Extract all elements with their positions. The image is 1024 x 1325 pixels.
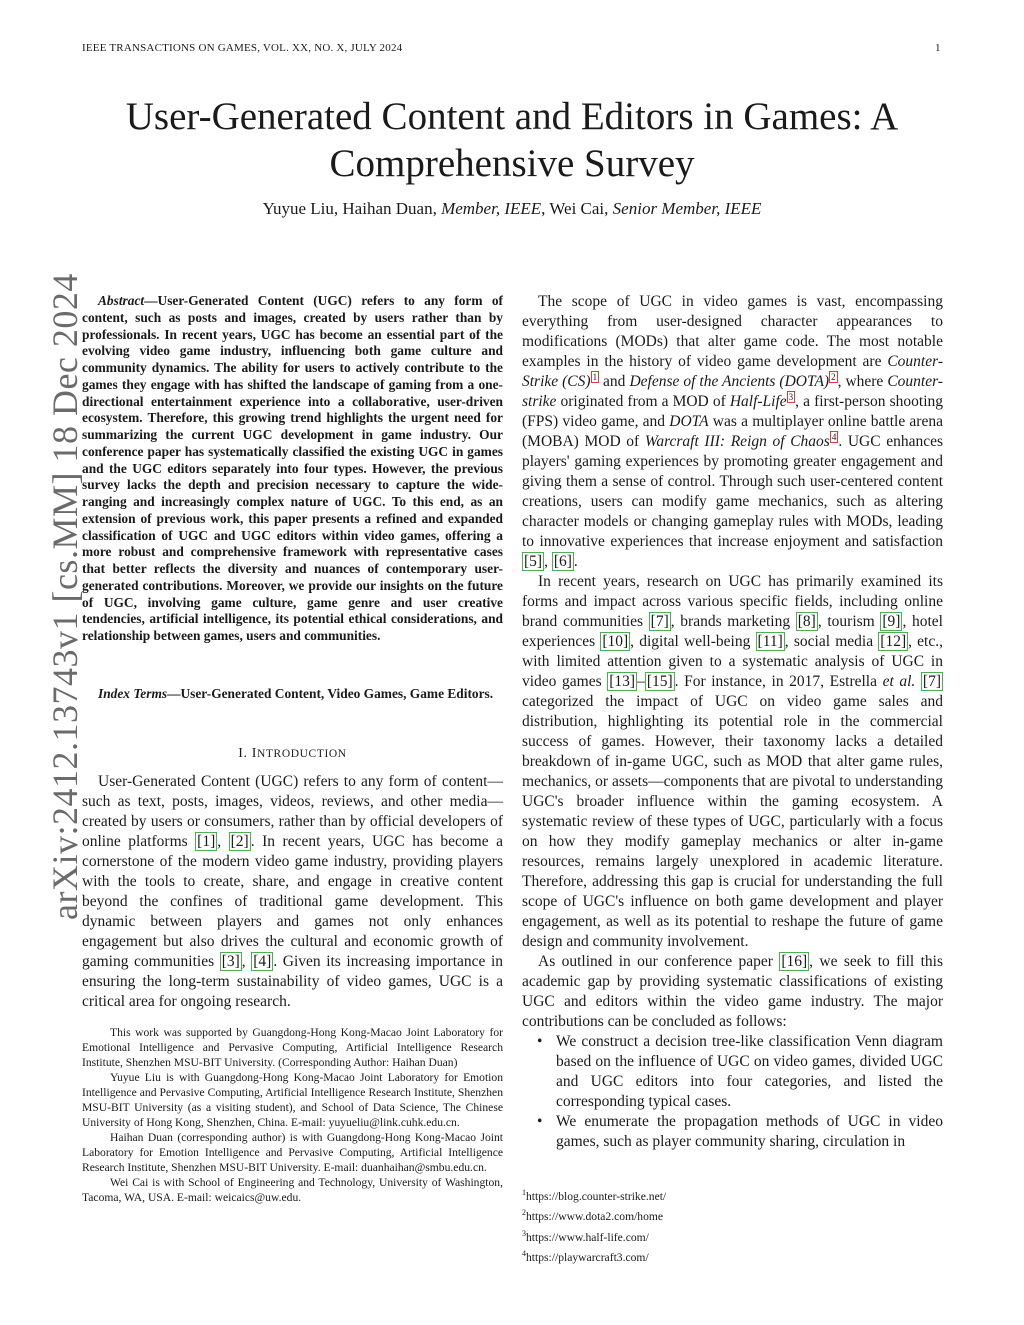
citation-link[interactable]: [9] [882, 613, 901, 630]
footnote-link[interactable]: 3 [788, 391, 794, 402]
paper-title: User-Generated Content and Editors in Games: A Comprehensive Survey [125, 95, 899, 185]
footnote-link[interactable]: 2 [831, 371, 836, 382]
paragraph-scope: The scope of UGC in video games is vast, encompassing everything from user-designed character appearances to modifications (MODs) that alter game code. The most notable examples in the history of video game development are Counter-Strike (CS) $^1$ and Defense of the Ancients (DOTA) $^2$ , where Counter-strike originated from a MOD of Half-Life $^3$ , a first-person shooting (FPS) video game, and DOTA was a multiplayer online battle arena (MOBA) MOD of Warcraft III: Reign of Chaos $^4$ . UGC enhances players' gaming experiences by promoting greater engagement and giving them a sense of control. Through such user-centered content creations, users can modify game mechanics, such as altering character models or changing gameplay rules with MODs, leading to innovative experiences that increase enjoyment and satisfaction [5] , [6] . [522, 293, 944, 570]
footnote-url[interactable]: https://www.dota2.com/home [526, 1210, 664, 1224]
abstract [82, 293, 503, 645]
citation-link[interactable]: [7] [650, 613, 669, 630]
citation-link[interactable]: [11] [757, 633, 783, 650]
affiliation-note-duan: Haihan Duan (corresponding author) is with Guangdong-Hong Kong-Macao Joint Laboratory for Emotion Intelligence and Pervasive Computing, Artificial Intelligence Research Institute, Shenzhen MSU-BIT University. E-mail: duanhaihan@smbu.edu.cn. [82, 1131, 503, 1174]
citation-link[interactable]: [4] [253, 953, 272, 970]
page-number: 1 [935, 42, 941, 54]
citation-link[interactable]: [5] [524, 553, 543, 570]
intro-paragraph: User-Generated Content (UGC) refers to any form of content—such as text, posts, images, videos, reviews, and other media—created by users or consumers, rather than by official developers of online platforms [1] , [2] . In recent years, UGC has become a cornerstone of the modern video game industry, providing players with the tools to create, share, and engage in creative content beyond the confines of traditional game development. This dynamic between players and games not only enhances engagement but also drives the cultural and economic growth of gaming communities [3] , [4] . Given its increasing importance in ensuring the long-term sustainability of video games, UGC is a critical area for ongoing research. [82, 773, 504, 1010]
citation-link[interactable]: [15] [646, 673, 673, 690]
citation-link[interactable]: [13] [609, 673, 636, 690]
affiliation-note-cai: Wei Cai is with School of Engineering and Technology, University of Washington, Tacoma, WA, USA. E-mail: weicaics@uw.edu. [82, 1176, 503, 1204]
citation-link[interactable]: [6] [553, 553, 572, 570]
section-numeral: I. I [238, 746, 258, 761]
citation-link[interactable]: [16] [781, 953, 808, 970]
citation-link[interactable]: [3] [221, 953, 240, 970]
citation-link[interactable]: [1] [197, 833, 216, 850]
citation-link[interactable]: [12] [880, 633, 907, 650]
citation-link[interactable]: [7] [922, 673, 941, 690]
footnote-url[interactable]: https://blog.counter-strike.net/ [526, 1189, 667, 1203]
footnote-link[interactable]: 1 [592, 371, 598, 382]
footnote-entry: $^1$https://blog.counter-strike.net/ [522, 1188, 667, 1203]
citation-link[interactable]: [2] [230, 833, 249, 850]
abstract-text: —User-Generated Content (UGC) refers to any form of content, such as posts and images, created by users rather than by professionals. In recent years, UGC has become an essential part of the evolving video game industry, influencing both game culture and community dynamics. The ability for users to actively contribute to the games they engage with has shifted the landscape of gaming from a one-directional entertainment experience into a collaborative, user-driven ecosystem. Therefore, this growing trend highlights the urgent need for summarizing the current UGC development in game industry. Our conference paper has systematically classified the existing UGC in games and the UGC editors separately into four types. However, the previous survey lacks the depth and precision necessary to capture the wide-ranging and increasingly complex nature of UGC. To this end, as an extension of previous work, this paper presents a refined and expanded classification of UGC and UGC editors within video games, offering a more robust and comprehensive framework with representative cases that better reflects the diversity and nuances of contemporary user-generated contributions. Moreover, we provide our insights on the future of UGC, involving game culture, game genre and user creative tendencies, artificial intelligence, its potential ethical considerations, and relationship between games, users and communities. [82, 293, 503, 643]
abstract-label: Abstract [98, 293, 145, 308]
author-names-2: , Wei Cai, [541, 199, 613, 218]
list-item: • We enumerate the propagation methods of UGC in video games, such as player community sharing, circulation in [556, 1112, 943, 1152]
contributions-list [522, 1032, 943, 1152]
author-role-2: Senior Member, IEEE [612, 199, 762, 218]
affiliation-footnotes [82, 1025, 503, 1205]
author-role-1: Member, IEEE [441, 199, 542, 218]
url-footnotes [522, 1185, 943, 1266]
author-names-1: Yuyue Liu, Haihan Duan, [262, 199, 442, 218]
section-title-rest: NTRODUCTION [257, 748, 347, 760]
footnote-link[interactable]: 4 [831, 431, 837, 442]
index-terms-text: —User-Generated Content, Video Games, Game Editors. [167, 686, 494, 701]
right-column-text [522, 292, 943, 1152]
paragraph-research: In recent years, research on UGC has primarily examined its forms and impact across various specific fields, including online brand communities [7] , brands marketing [8] , tourism [9] , hotel experiences [10] , digital well-being [11] , social media [12] , etc., with limited attention given to a systematic analysis of UGC in video games [13] – [15] . For instance, in 2017, Estrella et al. [7] categorized the impact of UGC on video game sales and distribution, highlighting its potential role in the commercial success of games. However, their taxonomy lacks a detailed breakdown of in-game UGC, such as MOD that alter game rules, mechanics, or assets—components that are pivotal to understanding UGC's broader influence within the gaming ecosystem. A systematic review of these types of UGC, particularly with a focus on how they modify gameplay mechanics or alter in-game resources, remains largely unexplored in academic literature. Therefore, addressing this gap is crucial for understanding the full scope of UGC's influence on both game development and player engagement, as well as its potential to reshape the future of game design and community involvement. [522, 573, 943, 950]
footnote-entry: $^3$https://www.half-life.com/ [522, 1228, 649, 1244]
arxiv-watermark: arXiv:2412.13743v1 [cs.MM] 18 Dec 2024 [45, 273, 85, 920]
index-terms [82, 686, 503, 703]
footnote-url[interactable]: https://playwarcraft3.com/ [526, 1250, 649, 1264]
running-head: IEEE TRANSACTIONS ON GAMES, VOL. XX, NO. X, JULY 2024 [82, 42, 403, 54]
footnote-entry: $^2$https://www.dota2.com/home [522, 1208, 664, 1224]
citation-link[interactable]: [10] [602, 633, 629, 650]
author-line [60, 199, 964, 219]
section-heading-introduction [82, 746, 503, 762]
citation-link[interactable]: [8] [797, 613, 816, 630]
list-item: • We construct a decision tree-like classification Venn diagram based on the influence of UGC on video games, divided UGC and UGC editors into four categories, and listed the corresponding typical cases. [556, 1032, 943, 1112]
affiliation-note-liu: Yuyue Liu is with Guangdong-Hong Kong-Macao Joint Laboratory for Emotion Intelligence and Pervasive Computing, Artificial Intelligence Research Institute, Shenzhen MSU-BIT University (as a visiting student), and School of Data Science, The Chinese University of Hong Kong, Shenzhen, China. E-mail: yuyueliu@link.cuhk.edu.cn. [82, 1071, 503, 1129]
index-terms-label: Index Terms [98, 686, 168, 701]
footnote-entry: $^4$https://playwarcraft3.com/ [522, 1249, 649, 1264]
paragraph-contributions-intro: As outlined in our conference paper [16] , we seek to fill this academic gap by providing systematic classifications of existing UGC and editors within the video game industry. The major contributions can be concluded as follows: [522, 953, 943, 1030]
footnote-url[interactable]: https://www.half-life.com/ [526, 1230, 649, 1244]
funding-note: This work was supported by Guangdong-Hong Kong-Macao Joint Laboratory for Emotional Intelligence and Pervasive Computing, Artificial Intelligence Research Institute, Shenzhen MSU-BIT University. (Corresponding Author: Haihan Duan) [82, 1026, 503, 1069]
